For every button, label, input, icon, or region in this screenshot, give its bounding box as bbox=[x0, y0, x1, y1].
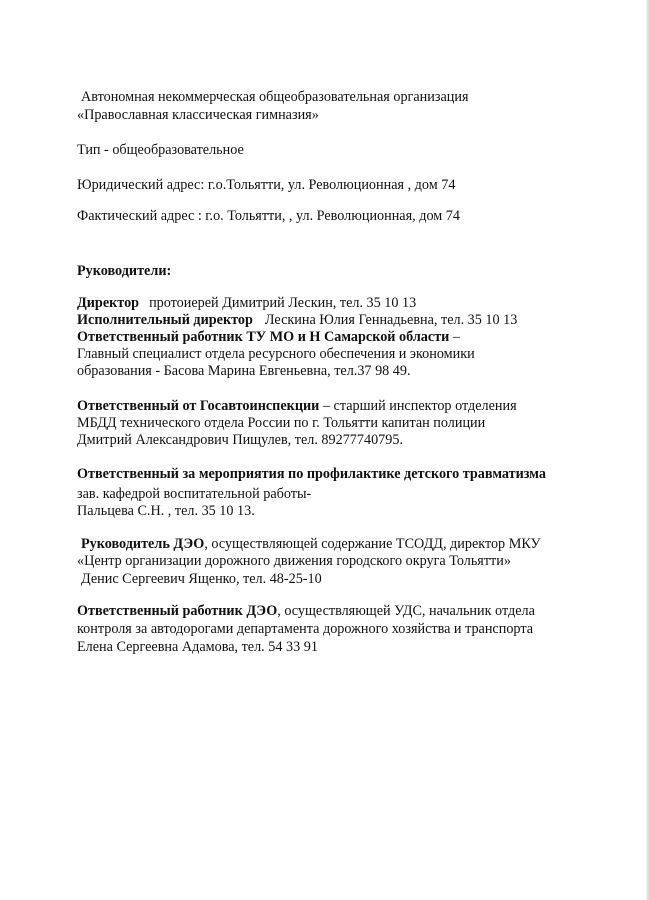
tu-mo-label: Ответственный работник ТУ МО и Н Самарской области bbox=[77, 329, 450, 345]
gai-label: Ответственный от Госавтоинспекции bbox=[77, 398, 320, 414]
deo-worker-text: , осуществляющей УДС, начальник отдела bbox=[277, 603, 535, 619]
org-name-line1: Автономная некоммерческая общеобразовательная организация bbox=[81, 89, 469, 105]
injury-line2: зав. кафедрой воспитательной работы- bbox=[77, 486, 312, 502]
director-text: протоиерей Димитрий Лескин, тел. 35 10 13 bbox=[149, 295, 417, 311]
gai-line3: Дмитрий Александрович Пищулев, тел. 89277740795. bbox=[77, 432, 404, 448]
exec-director-text: Лескина Юлия Геннадьевна, тел. 35 10 13 bbox=[264, 312, 518, 328]
tu-mo-line3: образования - Басова Марина Евгеньевна, тел.37 98 49. bbox=[77, 363, 411, 379]
deo-head-line2: «Центр организации дорожного движения городского округа Тольятти» bbox=[77, 553, 511, 569]
injury-label: Ответственный за мероприятия по профилактике детского травматизма bbox=[77, 466, 546, 482]
deo-worker-line3: Елена Сергеевна Адамова, тел. 54 33 91 bbox=[77, 639, 318, 655]
deo-worker-label: Ответственный работник ДЭО bbox=[77, 603, 278, 619]
injury-line3: Пальцева С.Н. , тел. 35 10 13. bbox=[77, 503, 255, 519]
tu-mo-line2: Главный специалист отдела ресурсного обеспечения и экономики bbox=[77, 346, 475, 362]
deo-worker-line1 bbox=[77, 602, 535, 621]
actual-address: Фактический адрес : г.о. Тольятти, , ул. Революционная, дом 74 bbox=[77, 208, 460, 224]
deo-head-text: , осуществляющей содержание ТСОДД, директор МКУ bbox=[204, 536, 541, 552]
injury-line1 bbox=[77, 465, 546, 484]
director-label: Директор bbox=[77, 295, 140, 311]
deo-worker-line2: контроля за автодорогами департамента дорожного хозяйства и транспорта bbox=[77, 621, 533, 637]
heading-text: Руководители: bbox=[77, 263, 172, 279]
deo-head-line3: Денис Сергеевич Ященко, тел. 48-25-10 bbox=[81, 571, 322, 587]
tu-mo-dash: – bbox=[449, 329, 460, 345]
gai-line2: МБДД технического отдела России по г. Тольятти капитан полиции bbox=[77, 415, 486, 431]
gai-text: – старший инспектор отделения bbox=[319, 398, 517, 414]
section-heading bbox=[77, 262, 171, 281]
legal-address: Юридический адрес: г.о.Тольятти, ул. Революционная , дом 74 bbox=[77, 177, 456, 193]
deo-head-label: Руководитель ДЭО bbox=[81, 536, 205, 552]
org-type: Тип - общеобразовательное bbox=[77, 142, 244, 158]
exec-director-label: Исполнительный директор bbox=[77, 312, 253, 328]
org-name-line2: «Православная классическая гимназия» bbox=[77, 107, 319, 123]
